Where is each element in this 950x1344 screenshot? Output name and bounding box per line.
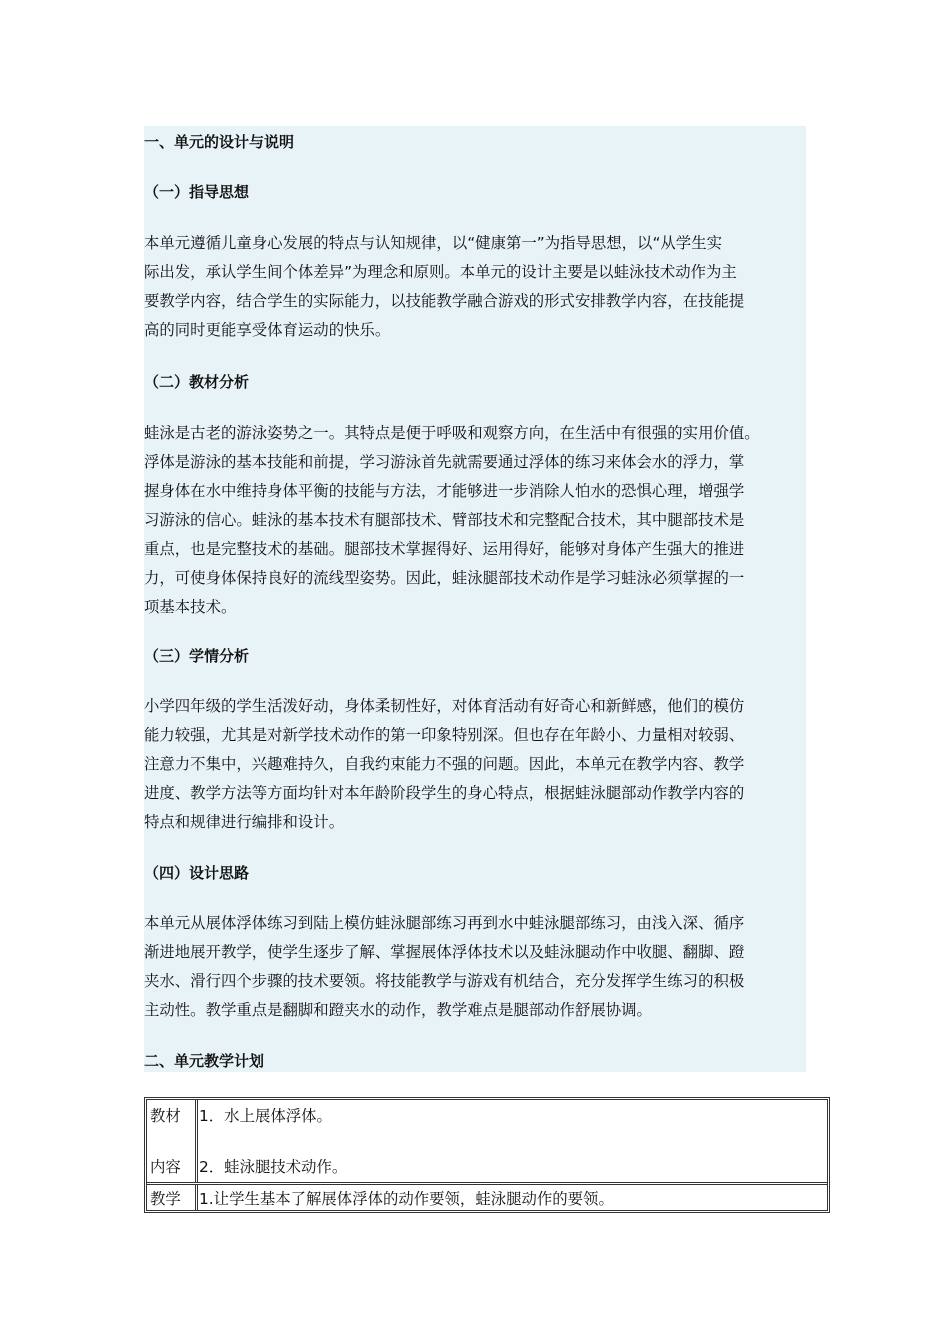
paragraph-line: 蛙泳是古老的游泳姿势之一。其特点是便于呼吸和观察方向，在生活中有很强的实用价值。 [144,424,760,442]
paragraph-line: 高的同时更能享受体育运动的快乐。 [144,321,391,339]
paragraph-line: 握身体在水中维持身体平衡的技能与方法，才能够进一步消除人怕水的恐惧心理，增强学 [144,482,745,500]
table-cell-text: 1．水上展体浮体。 [199,1107,332,1125]
paragraph-line: 进度、教学方法等方面均针对本年龄阶段学生的身心特点，根据蛙泳腿部动作教学内容的 [144,784,745,802]
paragraph-line: 浮体是游泳的基本技能和前提，学习游泳首先就需要通过浮体的练习来体会水的浮力，掌 [144,453,745,471]
paragraph-line: 力，可使身体保持良好的流线型姿势。因此，蛙泳腿部技术动作是学习蛙泳必须掌握的一 [144,569,745,587]
subsection-3-title: （三）学情分析 [144,647,250,665]
table-cell-text: 2．蛙泳腿技术动作。 [199,1158,348,1176]
table-cell-text: 1.让学生基本了解展体浮体的动作要领，蛙泳腿动作的要领。 [199,1190,614,1208]
subsection-1-title: （一）指导思想 [144,183,250,201]
subsection-2-title: （二）教材分析 [144,373,250,391]
label-text: 教学 [150,1190,181,1208]
section-2-title: 二、单元教学计划 [144,1052,265,1070]
label-text: 教材 [150,1107,181,1125]
paragraph-line: 项基本技术。 [144,598,237,616]
table-label-cell [147,1185,198,1213]
subsection-4-paragraph [144,909,744,1025]
unit-plan-table [144,1097,830,1213]
paragraph-line: 本单元遵循儿童身心发展的特点与认知规律，以“健康第一”为指导思想，以“从学生实 [144,234,722,252]
paragraph-line: 能力较强，尤其是对新学技术动作的第一印象特别深。但也存在年龄小、力量相对较弱、 [144,726,745,744]
section-1-title: 一、单元的设计与说明 [144,133,295,151]
subsection-4-title: （四）设计思路 [144,864,250,882]
table-content-cell [199,1185,827,1213]
paragraph-line: 主动性。教学重点是翻脚和蹬夹水的动作，教学难点是腿部动作舒展协调。 [144,1001,652,1019]
paragraph-line: 本单元从展体浮体练习到陆上模仿蛙泳腿部练习再到水中蛙泳腿部练习，由浅入深、循序 [144,914,745,932]
subsection-2-paragraph [144,419,760,622]
table-row [147,1100,827,1185]
paragraph-line: 小学四年级的学生活泼好动，身体柔韧性好，对体育活动有好奇心和新鲜感，他们的模仿 [144,697,745,715]
paragraph-line: 渐进地展开教学，使学生逐步了解、掌握展体浮体技术以及蛙泳腿动作中收腿、翻脚、蹬 [144,943,745,961]
table-content-cell [199,1100,827,1182]
label-text: 内容 [150,1158,181,1176]
paragraph-line: 特点和规律进行编排和设计。 [144,813,345,831]
paragraph-line: 要教学内容，结合学生的实际能力，以技能教学融合游戏的形式安排教学内容，在技能提 [144,292,745,310]
table-label-cell [147,1100,198,1182]
paragraph-line: 注意力不集中，兴趣难持久，自我约束能力不强的问题。因此，本单元在教学内容、教学 [144,755,745,773]
table-row [147,1185,827,1213]
paragraph-line: 际出发，承认学生间个体差异”为理念和原则。本单元的设计主要是以蛙泳技术动作为主 [144,263,737,281]
paragraph-line: 夹水、滑行四个步骤的技术要领。将技能教学与游戏有机结合，充分发挥学生练习的积极 [144,972,745,990]
paragraph-line: 习游泳的信心。蛙泳的基本技术有腿部技术、臂部技术和完整配合技术，其中腿部技术是 [144,511,745,529]
paragraph-line: 重点，也是完整技术的基础。腿部技术掌握得好、运用得好，能够对身体产生强大的推进 [144,540,745,558]
subsection-1-paragraph [144,229,744,345]
subsection-3-paragraph [144,692,744,837]
